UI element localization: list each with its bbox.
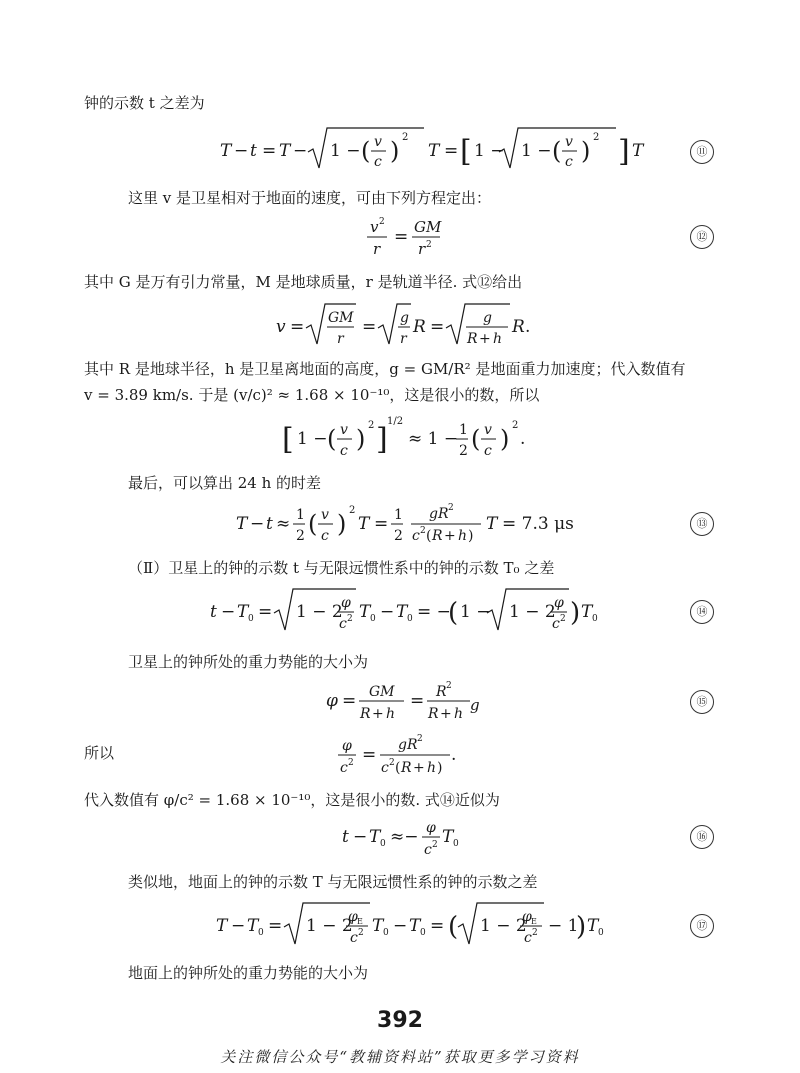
svg-text:0: 0	[598, 928, 604, 938]
equation-15-formula	[84, 676, 674, 728]
svg-text:1 − 2: 1 − 2	[509, 602, 556, 622]
equation-15	[84, 676, 714, 728]
svg-text:= 7.3 μs: = 7.3 μs	[502, 514, 574, 534]
svg-text:T: T	[216, 916, 228, 936]
svg-text:=: =	[444, 141, 459, 161]
svg-text:0: 0	[592, 614, 598, 624]
svg-text:T: T	[587, 916, 599, 936]
svg-text:v: v	[370, 218, 379, 236]
svg-text:+: +	[479, 331, 491, 347]
svg-text:c: c	[524, 930, 532, 946]
svg-text:2: 2	[448, 503, 454, 513]
svg-text:(: (	[448, 598, 459, 628]
svg-text:1 −: 1 −	[521, 141, 552, 161]
svg-text:2: 2	[432, 840, 438, 850]
svg-text:R: R	[512, 317, 525, 337]
svg-text:1: 1	[394, 507, 403, 523]
svg-text:+: +	[372, 706, 384, 722]
svg-text:T: T	[369, 827, 381, 847]
paragraph: 最后，可以算出 24 h 的时差	[128, 474, 322, 492]
svg-text:φ: φ	[326, 691, 338, 711]
svg-text:=: =	[362, 317, 377, 337]
svg-text:c: c	[339, 616, 347, 632]
paragraph: （Ⅱ）卫星上的钟的示数 t 与无限远惯性系中的钟的示数 T₀ 之差	[128, 559, 555, 577]
svg-text:(: (	[448, 912, 459, 942]
svg-text:1 − 2: 1 − 2	[306, 916, 353, 936]
svg-text:(: (	[471, 425, 481, 453]
svg-text:R: R	[428, 706, 439, 722]
svg-text:φ: φ	[426, 820, 436, 836]
svg-text:v: v	[374, 134, 382, 150]
svg-text:(: (	[327, 425, 337, 453]
svg-text:T: T	[220, 141, 232, 161]
svg-text:=: =	[268, 916, 283, 936]
equation-number: ⑰	[690, 914, 714, 938]
svg-text:2: 2	[389, 758, 395, 768]
svg-text:(: (	[552, 137, 562, 165]
svg-text:=: =	[430, 317, 445, 337]
svg-text:=: =	[374, 514, 389, 534]
svg-text:φ: φ	[348, 909, 358, 925]
svg-text:2: 2	[358, 928, 364, 938]
paragraph: 所以	[84, 744, 115, 762]
equation-v	[84, 300, 714, 354]
svg-text:−: −	[293, 141, 308, 161]
footer-note: 关注微信公众号“教辅资料站”获取更多学习资料	[220, 1048, 580, 1066]
svg-text:φ: φ	[341, 595, 351, 611]
svg-text:1: 1	[296, 507, 305, 523]
svg-text:2: 2	[348, 758, 354, 768]
svg-text:1/2: 1/2	[387, 416, 404, 427]
svg-text:2: 2	[394, 528, 403, 544]
equation-11	[84, 122, 714, 182]
svg-text:=: =	[394, 227, 409, 247]
svg-text:R: R	[401, 760, 412, 776]
svg-text:T: T	[442, 827, 454, 847]
svg-text:g: g	[483, 310, 492, 326]
paragraph: 其中 G 是万有引力常量，M 是地球质量，r 是轨道半径. 式⑫给出	[84, 273, 523, 291]
svg-text:h: h	[386, 706, 396, 722]
equation-number: ⑫	[690, 225, 714, 249]
svg-text:2: 2	[459, 443, 468, 459]
svg-text:g: g	[400, 310, 409, 326]
svg-text:E: E	[531, 917, 537, 926]
paragraph: v = 3.89 km/s. 于是 (v/c)² ≈ 1.68 × 10⁻¹⁰，这是很小的数，所以	[84, 386, 540, 404]
svg-text:1: 1	[459, 422, 468, 438]
paragraph: 其中 R 是地球半径，h 是卫星离地面的高度，g = GM/R² 是地面重力加速度；代入数值有	[84, 360, 686, 378]
svg-text:=: =	[362, 745, 377, 765]
svg-text:T: T	[237, 602, 249, 622]
svg-text:c: c	[381, 760, 389, 776]
svg-text:−: −	[393, 916, 408, 936]
equation-17-formula	[84, 898, 674, 954]
svg-text:R: R	[467, 331, 478, 347]
equation-17	[84, 898, 714, 954]
svg-text:− 1: − 1	[548, 916, 579, 936]
svg-text:c: c	[424, 842, 432, 858]
svg-text:[: [	[282, 422, 294, 457]
svg-text:=: =	[410, 691, 425, 711]
svg-text:T: T	[409, 916, 421, 936]
svg-text:2: 2	[512, 420, 519, 431]
svg-text:−: −	[380, 602, 395, 622]
svg-text:+: +	[413, 760, 425, 776]
svg-text:1 −: 1 −	[460, 602, 491, 622]
svg-text:v: v	[565, 134, 573, 150]
svg-text:t: t	[342, 827, 349, 847]
svg-text:T: T	[632, 141, 644, 161]
svg-text:=: =	[290, 317, 305, 337]
svg-text:T: T	[358, 514, 370, 534]
svg-text:=: =	[262, 141, 277, 161]
equation-approx	[84, 412, 714, 466]
svg-text:T: T	[396, 602, 408, 622]
svg-text:GM: GM	[328, 310, 354, 326]
svg-text:c: c	[340, 443, 348, 459]
svg-text:0: 0	[380, 839, 386, 849]
paragraph: 钟的示数 t 之差为	[84, 94, 205, 112]
svg-text:2: 2	[349, 505, 356, 516]
svg-text:T: T	[486, 514, 498, 534]
svg-text:2: 2	[368, 420, 375, 431]
svg-text:r: r	[400, 331, 407, 347]
svg-text:−: −	[234, 141, 249, 161]
svg-text:]: ]	[376, 422, 388, 457]
svg-text:T: T	[247, 916, 259, 936]
svg-text:=: =	[430, 916, 445, 936]
svg-text:+: +	[440, 706, 452, 722]
svg-text:r: r	[373, 240, 381, 258]
equation-phi-formula	[84, 730, 674, 782]
svg-text:r: r	[418, 240, 426, 258]
svg-text:h: h	[493, 331, 503, 347]
equation-16-formula	[84, 812, 674, 862]
svg-text:0: 0	[370, 614, 376, 624]
equation-phi	[84, 730, 714, 782]
svg-text:2: 2	[446, 681, 452, 691]
svg-text:0: 0	[407, 614, 413, 624]
svg-text:c: c	[565, 154, 573, 170]
equation-approx-formula	[84, 412, 674, 466]
svg-text:GM: GM	[369, 684, 395, 700]
equation-12	[84, 212, 714, 262]
svg-text:h: h	[454, 706, 464, 722]
svg-text:gR: gR	[398, 737, 418, 753]
svg-text:.: .	[451, 745, 457, 765]
svg-text:R: R	[432, 528, 443, 544]
svg-text:0: 0	[258, 928, 264, 938]
svg-text:.: .	[520, 429, 526, 449]
svg-text:=: =	[258, 602, 273, 622]
svg-text:): )	[390, 137, 400, 165]
svg-text:c: c	[484, 443, 492, 459]
svg-text:φ: φ	[342, 738, 352, 754]
svg-text:[: [	[460, 134, 472, 169]
equation-13-formula	[84, 497, 674, 551]
svg-text:1 − 2: 1 − 2	[480, 916, 527, 936]
svg-text:R: R	[413, 317, 426, 337]
svg-text:r: r	[337, 331, 344, 347]
equation-11-formula	[84, 122, 674, 182]
paragraph: 类似地，地面上的钟的示数 T 与无限远惯性系的钟的示数之差	[128, 873, 538, 891]
svg-text:): )	[468, 528, 474, 544]
svg-text:): )	[576, 912, 587, 942]
svg-text:v: v	[276, 317, 286, 337]
svg-text:(: (	[361, 137, 371, 165]
paragraph: 卫星上的钟所处的重力势能的大小为	[128, 653, 369, 671]
svg-text:2: 2	[426, 240, 432, 250]
svg-text:t: t	[250, 141, 257, 161]
svg-text:E: E	[357, 917, 363, 926]
paragraph: 这里 v 是卫星相对于地面的速度，可由下列方程定出：	[128, 189, 492, 207]
svg-text:≈ 1 −: ≈ 1 −	[408, 429, 459, 449]
svg-text:(: (	[395, 760, 401, 776]
svg-text:2: 2	[560, 614, 566, 624]
svg-text:): )	[437, 760, 443, 776]
svg-text:0: 0	[248, 614, 254, 624]
svg-text:1 − 2: 1 − 2	[296, 602, 343, 622]
svg-text:2: 2	[347, 614, 353, 624]
svg-text:2: 2	[532, 928, 538, 938]
equation-number: ⑬	[690, 512, 714, 536]
svg-text:): )	[570, 598, 581, 628]
svg-text:=: =	[342, 691, 357, 711]
svg-text:R: R	[360, 706, 371, 722]
svg-text:T: T	[372, 916, 384, 936]
svg-text:(: (	[426, 528, 432, 544]
svg-text:0: 0	[383, 928, 389, 938]
svg-text:c: c	[340, 760, 348, 776]
svg-text:v: v	[340, 422, 348, 438]
svg-text:T: T	[581, 602, 593, 622]
svg-text:1 −: 1 −	[330, 141, 361, 161]
svg-text:T: T	[359, 602, 371, 622]
svg-text:): )	[581, 137, 591, 165]
svg-text:T: T	[428, 141, 440, 161]
svg-text:): )	[337, 510, 347, 538]
equation-14-formula	[84, 584, 674, 640]
svg-text:−: −	[353, 827, 368, 847]
svg-text:c: c	[552, 616, 560, 632]
svg-text:2: 2	[420, 526, 426, 536]
svg-text:+: +	[444, 528, 456, 544]
svg-text:(: (	[308, 510, 318, 538]
svg-text:−: −	[221, 602, 236, 622]
svg-text:2: 2	[593, 132, 600, 143]
svg-text:gR: gR	[429, 506, 449, 522]
equation-number: ⑯	[690, 825, 714, 849]
svg-text:g: g	[470, 696, 480, 714]
svg-text:φ: φ	[554, 595, 564, 611]
svg-text:): )	[500, 425, 510, 453]
page-number: 392	[377, 1008, 423, 1033]
svg-text:−: −	[250, 514, 265, 534]
svg-text:≈−: ≈−	[390, 827, 419, 847]
svg-text:2: 2	[417, 734, 423, 744]
svg-text:1 −: 1 −	[297, 429, 328, 449]
svg-text:h: h	[427, 760, 437, 776]
svg-text:v: v	[484, 422, 492, 438]
svg-text:GM: GM	[414, 218, 442, 236]
equation-13	[84, 497, 714, 551]
svg-text:−: −	[231, 916, 246, 936]
paragraph: 代入数值有 φ/c² = 1.68 × 10⁻¹⁰，这是很小的数. 式⑭近似为	[84, 791, 500, 809]
svg-text:.: .	[525, 317, 531, 337]
equation-12-formula	[84, 212, 674, 262]
equation-v-formula	[84, 300, 674, 354]
svg-text:c: c	[321, 528, 329, 544]
svg-text:t: t	[210, 602, 217, 622]
svg-text:2: 2	[402, 132, 409, 143]
paragraph: 地面上的钟所处的重力势能的大小为	[128, 964, 369, 982]
svg-text:2: 2	[379, 217, 385, 227]
svg-text:0: 0	[453, 839, 459, 849]
svg-text:c: c	[374, 154, 382, 170]
equation-number: ⑪	[690, 140, 714, 164]
svg-text:t: t	[266, 514, 273, 534]
svg-text:≈: ≈	[276, 514, 291, 534]
svg-text:h: h	[458, 528, 468, 544]
svg-text:]: ]	[618, 134, 630, 169]
svg-text:v: v	[321, 507, 329, 523]
equation-14	[84, 584, 714, 640]
equation-16	[84, 812, 714, 862]
svg-text:φ: φ	[522, 909, 532, 925]
svg-text:R: R	[436, 684, 447, 700]
svg-text:2: 2	[296, 528, 305, 544]
svg-text:c: c	[350, 930, 358, 946]
svg-text:c: c	[412, 528, 420, 544]
svg-text:): )	[356, 425, 366, 453]
svg-text:= −: = −	[417, 602, 451, 622]
equation-number: ⑮	[690, 690, 714, 714]
svg-text:0: 0	[420, 928, 426, 938]
svg-text:1 −: 1 −	[474, 141, 505, 161]
svg-text:T: T	[279, 141, 291, 161]
svg-text:T: T	[236, 514, 248, 534]
equation-number: ⑭	[690, 600, 714, 624]
